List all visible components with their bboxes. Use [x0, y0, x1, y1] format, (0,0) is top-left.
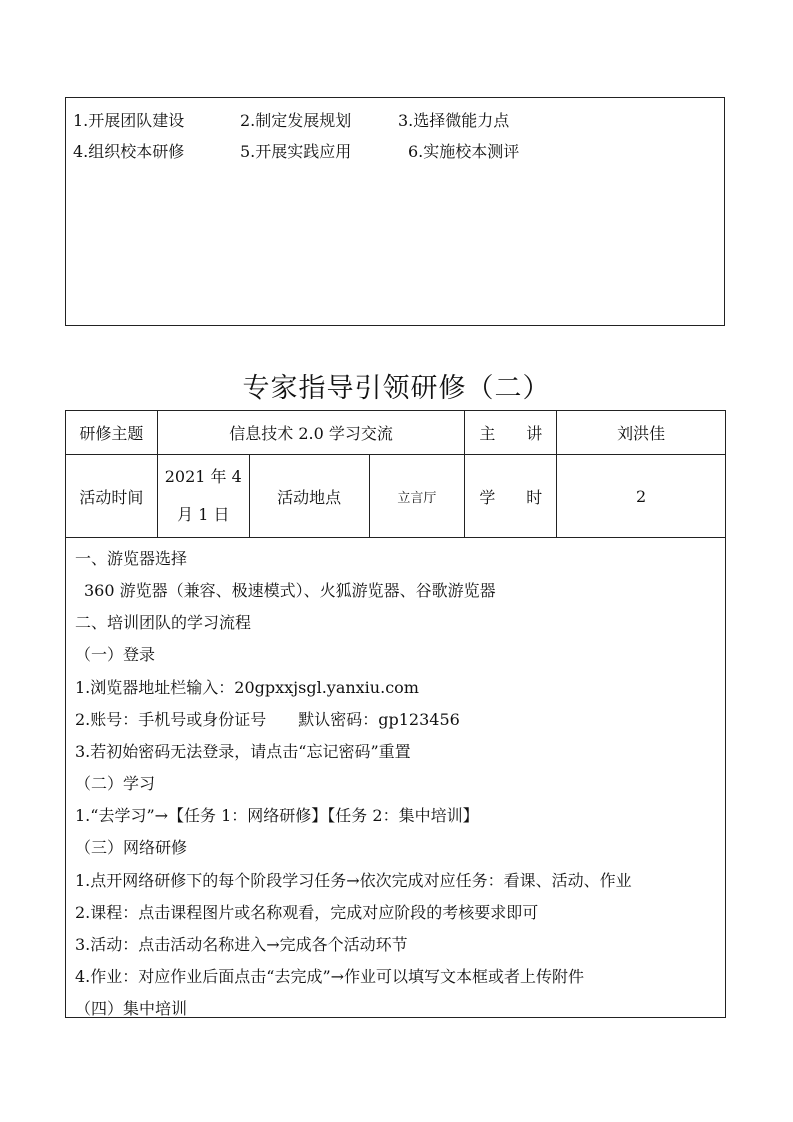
section-title: 专家指导引领研修（二）: [242, 373, 551, 404]
content-line: 二、培训团队的学习流程: [75, 613, 252, 632]
content-line: （四）集中培训: [75, 999, 188, 1018]
step-item: 5.开展实践应用: [240, 142, 352, 161]
step-item: 4.组织校本研修: [73, 142, 185, 161]
content-line: 2.课程：点击课程图片或名称观看，完成对应阶段的考核要求即可: [75, 903, 539, 922]
speaker-label-b: 讲: [526, 424, 543, 443]
content-line: 1.浏览器地址栏输入：20gpxxjsgl.yanxiu.com: [75, 678, 419, 697]
content-line: 2.账号：手机号或身份证号 默认密码：gp123456: [75, 710, 460, 729]
content-line: （一）登录: [75, 645, 156, 664]
speaker-value: 刘洪佳: [557, 411, 726, 455]
content-line: 一、游览器选择: [75, 549, 188, 568]
time-value-line-1: 2021 年 4: [164, 467, 242, 486]
place-label: 活动地点: [249, 455, 369, 538]
place-value: 立言厅: [369, 455, 465, 538]
step-item: 6.实施校本测评: [408, 142, 520, 161]
content-line: （三）网络研修: [75, 838, 188, 857]
step-item: 2.制定发展规划: [240, 111, 352, 130]
content-line: 3.若初始密码无法登录，请点击“忘记密码”重置: [75, 742, 411, 761]
topic-label: 研修主题: [66, 411, 158, 455]
time-value-line-2: 月 1 日: [177, 505, 230, 524]
speaker-label: [465, 411, 557, 455]
content-line: 360 游览器（兼容、极速模式）、火狐游览器、谷歌游览器: [84, 581, 496, 600]
content-line: 1.“去学习”→【任务 1：网络研修】【任务 2：集中培训】: [75, 806, 479, 825]
content-line: 4.作业：对应作业后面点击“去完成”→作业可以填写文本框或者上传附件: [75, 967, 585, 986]
topic-value: 信息技术 2.0 学习交流: [157, 411, 465, 455]
time-value: [157, 455, 249, 538]
info-table: [65, 410, 726, 538]
hours-label-a: 学: [479, 487, 496, 507]
time-label: 活动时间: [66, 455, 158, 538]
speaker-label-a: 主: [479, 424, 496, 443]
content-box: [65, 537, 726, 1018]
content-line: （二）学习: [75, 774, 156, 793]
step-item: 1.开展团队建设: [73, 111, 185, 130]
hours-label: [465, 455, 557, 538]
content-line: 3.活动：点击活动名称进入→完成各个活动环节: [75, 935, 408, 954]
step-item: 3.选择微能力点: [398, 111, 510, 130]
hours-label-b: 时: [526, 487, 543, 507]
steps-box: [65, 97, 725, 326]
content-line: 1.点开网络研修下的每个阶段学习任务→依次完成对应任务：看课、活动、作业: [75, 871, 632, 890]
hours-value: 2: [557, 455, 726, 538]
